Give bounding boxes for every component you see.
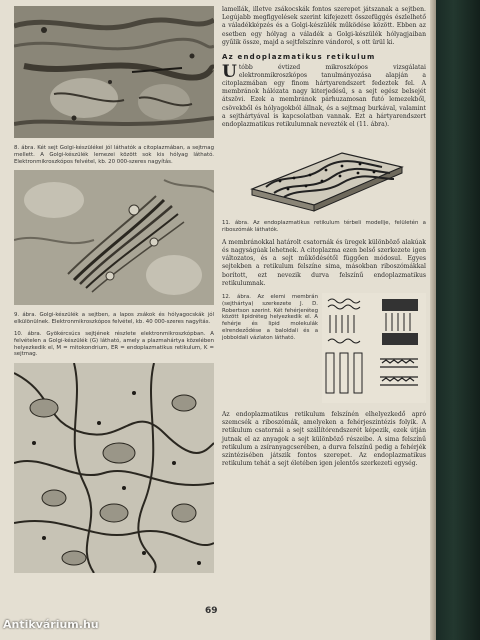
page-number: 69: [205, 606, 218, 616]
micrograph-fig10: [14, 363, 214, 573]
paragraph-er-function: Az endoplazmatikus retikulum felszínén elhelyezkedő apró szemcsék a riboszómák, amelyeken a fehérjeszintézis folyik. A retikulum csatornái a sejt szállítórendszerét képezik, ezek útján jutnak el az anyagok a sejt különböző részeibe. A sima felszínű retikulum a zsíranyagcserében, a durva felszínű pedig a fehérjék szintézisében játszik fontos szerepet. Az endoplazmatikus retikulum tehát a sejt életében igen jelentős szerkezeti egység.: [222, 410, 426, 468]
figure-12-membrane-diagram: [322, 293, 426, 403]
micrograph-fig8: [14, 6, 214, 138]
paragraph-er-intro-text: tóbb évtized mikroszkópos vizsgálatai elektronmikroszkópos tanulmányozása alapján a citoplazmában egy finom hártyarendszert fedeztek fel. A membránok hálózata nagy kiterjedésű, s a sejt egész belsejét átszövi. Ezek a membránok párhuzamosan futó lemezekből, csövekből és hólyagokból állnak, és a sejtmag burkával, valamint a sejthártyával is kapcsolatban vannak. Ezt a hártyarendszert endoplazmatikus retikulumnak nevezték el (11. ábra).: [222, 63, 426, 128]
left-column: [14, 6, 214, 577]
fig10-caption: 10. ábra. Gyökércsúcs sejtjének részlete elektronmikroszkópban. A felvételen a Golgi-készülék (G) látható, amely a plazmahártya közelében helyezkedik el, M = mitokondrium, ER = endoplazmatikus retikulum, K = sejtmag.: [14, 330, 214, 358]
fig8-caption: 8. ábra. Két sejt Golgi-készülékei jól láthatók a citoplazmában, a sejtmag mellett. A Golgi-készülék lemezei között sok kis hólyag látható. Elektronmikroszkópos felvétel, kb. 20 000-szeres nagyítás.: [14, 145, 214, 165]
paragraph-er-structure: A membránokkal határolt csatornák és üregek különböző alakúak és nagyságúak lehetnek. A citoplazma ezen belső szerkezete igen változatos, és a sejt működésétől függően módosul. Egyes sejtekben a retikulum felszíne sima, másokban riboszómákkal borított, ezt nevezik durva felszínű endoplazmatikus retikulumnak.: [222, 238, 426, 287]
right-column: [222, 6, 426, 468]
figure-11-er-drawing: [222, 133, 426, 213]
section-heading: Az endoplazmatikus retikulum: [222, 53, 376, 62]
paragraph-er-intro: [222, 61, 426, 130]
micrograph-fig9: [14, 170, 214, 305]
fig12-caption: 12. ábra. Az elemi membrán (sejthártya) szerkezete J. D. Robertson szerint. Két fehérjeréteg között lipidréteg helyezkedik el. A fehérje és lipid molekulák elrendeződése a baloldali és a jobboldali vázlaton látható.: [222, 293, 318, 341]
fig11-caption: 11. ábra. Az endoplazmatikus retikulum térbeli modellje, felületén a riboszómák láthatók.: [222, 220, 426, 233]
fig9-caption: 9. ábra. Golgi-készülék a sejtben, a lapos zsákok és hólyagocskák jól elkülönülnek. Elektronmikroszkópos felvétel, kb. 40 000-szeres nagyítás.: [14, 312, 214, 326]
paragraph-golgi: lamellák, illetve zsákocskák fontos szerepet játszanak a sejtben. Legújabb megfigyelések szerint kifejezett összefüggés észlelhető a váladékképzés és a Golgi-készülék működése között. Ebben az esetben egy hólyag a váladék a Golgi-készülék hólyagjaiban gyűlik össze, majd a sejtfelszínre vándorol, s ott ürül ki.: [222, 6, 426, 46]
figure-12-block: [222, 291, 426, 411]
book-cover-edge: [436, 0, 480, 640]
watermark: Antikvárium.hu: [3, 618, 99, 631]
drop-cap: U: [222, 61, 237, 82]
